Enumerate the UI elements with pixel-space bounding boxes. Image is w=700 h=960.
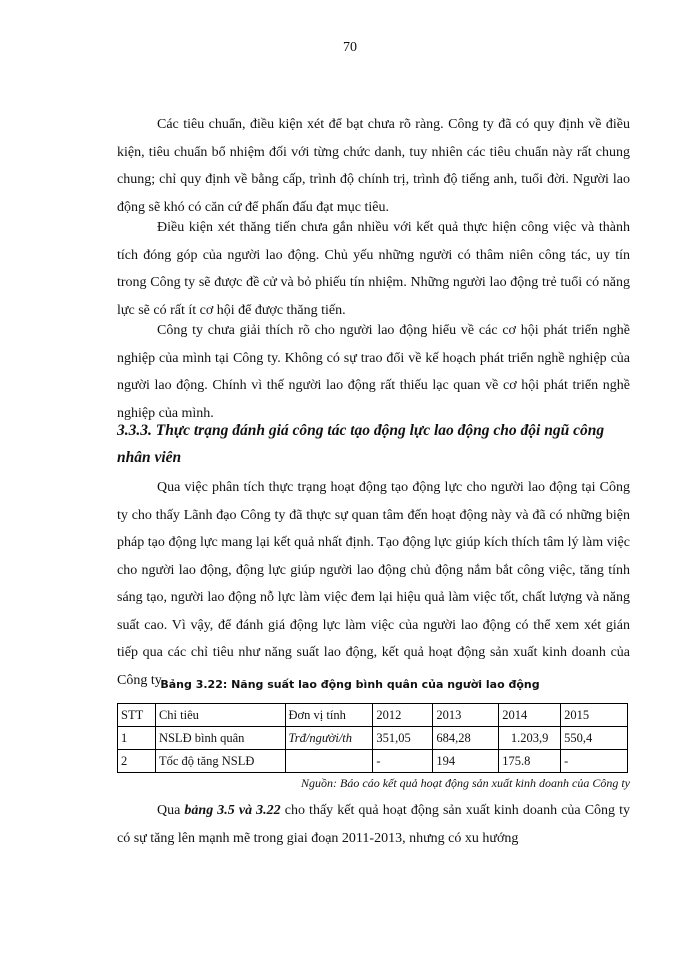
paragraph-promotion-criteria: Các tiêu chuẩn, điều kiện xét để bạt chưa rõ ràng. Công ty đã có quy định về điều kiện, tiêu chuẩn bổ nhiệm đối với từng chức danh, tuy nhiên các tiêu chuẩn này rất chung chung; chỉ quy định về bằng cấp, trình độ chính trị, trình độ tiếng anh, tuổi đời. Người lao động sẽ khó có căn cứ để phấn đấu đạt mục tiêu. [117,117,630,215]
table-cell: - [561,750,628,773]
paragraph-motivation-assessment: Qua việc phân tích thực trạng hoạt động tạo động lực cho người lao động tại Công ty cho thấy Lãnh đạo Công ty đã thực sự quan tâm đến hoạt động này và đã có những biện pháp tạo động lực mang lại kết quả nhất định. Tạo động lực giúp kích thích tâm lý làm việc cho người lao động, động lực giúp người lao động chủ động nắm bắt công việc, tăng tính sáng tạo, người lao động nỗ lực làm việc đem lại hiệu quả làm việc tốt, chất lượng và năng suất cao. Vì vậy, để đánh giá động lực làm việc của người lao động có thể xem xét gián tiếp qua các chỉ tiêu như năng suất lao động, kết quả hoạt động sản xuất kinh doanh của Công ty. [117,480,630,688]
header-unit: Đơn vị tính [285,704,373,727]
table-cell: - [373,750,433,773]
table-cell [285,750,373,773]
table-header-row [118,704,628,727]
paragraph-career-development: Công ty chưa giải thích rõ cho người lao động hiểu về các cơ hội phát triển nghề nghiệp của mình tại Công ty. Không có sự trao đổi về kế hoạch phát triển nghề nghiệp của người lao động. Chính vì thế người lao động rất thiếu lạc quan về cơ hội phát triển nghề nghiệp của mình. [117,323,630,421]
page-number: 70 [343,40,357,55]
table-caption: Bảng 3.22: Năng suất lao động bình quân của người lao động [160,678,540,691]
table-cell: 2 [118,750,156,773]
table-cell: 175.8 [499,750,561,773]
final-prefix: Qua [157,803,185,818]
table-cell: 550,4 [561,727,628,750]
table-row [118,750,628,773]
header-2014: 2014 [499,704,561,727]
productivity-table [117,703,628,773]
table-reference: bảng 3.5 và 3.22 [184,803,281,818]
header-2012: 2012 [373,704,433,727]
table-cell: Trđ/người/th [285,727,373,750]
table-source: Nguồn: Báo cáo kết quả hoạt động sản xuất kinh doanh của Công ty [301,776,630,790]
header-stt: STT [118,704,156,727]
section-heading: 3.3.3. Thực trạng đánh giá công tác tạo động lực lao động cho đội ngũ công nhân viên [117,422,605,466]
table-cell: NSLĐ bình quân [155,727,285,750]
table-row [118,727,628,750]
table-cell: 194 [433,750,499,773]
table-cell: 351,05 [373,727,433,750]
table-cell: 1.203,9 [499,727,561,750]
table-cell: 1 [118,727,156,750]
table-cell: Tốc độ tăng NSLĐ [155,750,285,773]
header-2015: 2015 [561,704,628,727]
table-cell: 684,28 [433,727,499,750]
paragraph-final [117,797,630,852]
paragraph-promotion-conditions: Điều kiện xét thăng tiến chưa gắn nhiều với kết quả thực hiện công việc và thành tích đóng góp của người lao động. Chủ yếu những người có thâm niên công tác, uy tín trong Công ty sẽ được đề cử và bỏ phiếu tín nhiệm. Những người lao động trẻ tuổi có năng lực sẽ có rất ít cơ hội để được thăng tiến. [117,220,630,318]
header-2013: 2013 [433,704,499,727]
final-suffix: cho thấy kết quả hoạt động sản xuất kinh doanh của Công ty có sự tăng lên mạnh mẽ trong giai đoạn 2011-2013, nhưng có xu hướng [117,803,631,846]
header-indicator: Chỉ tiêu [155,704,285,727]
